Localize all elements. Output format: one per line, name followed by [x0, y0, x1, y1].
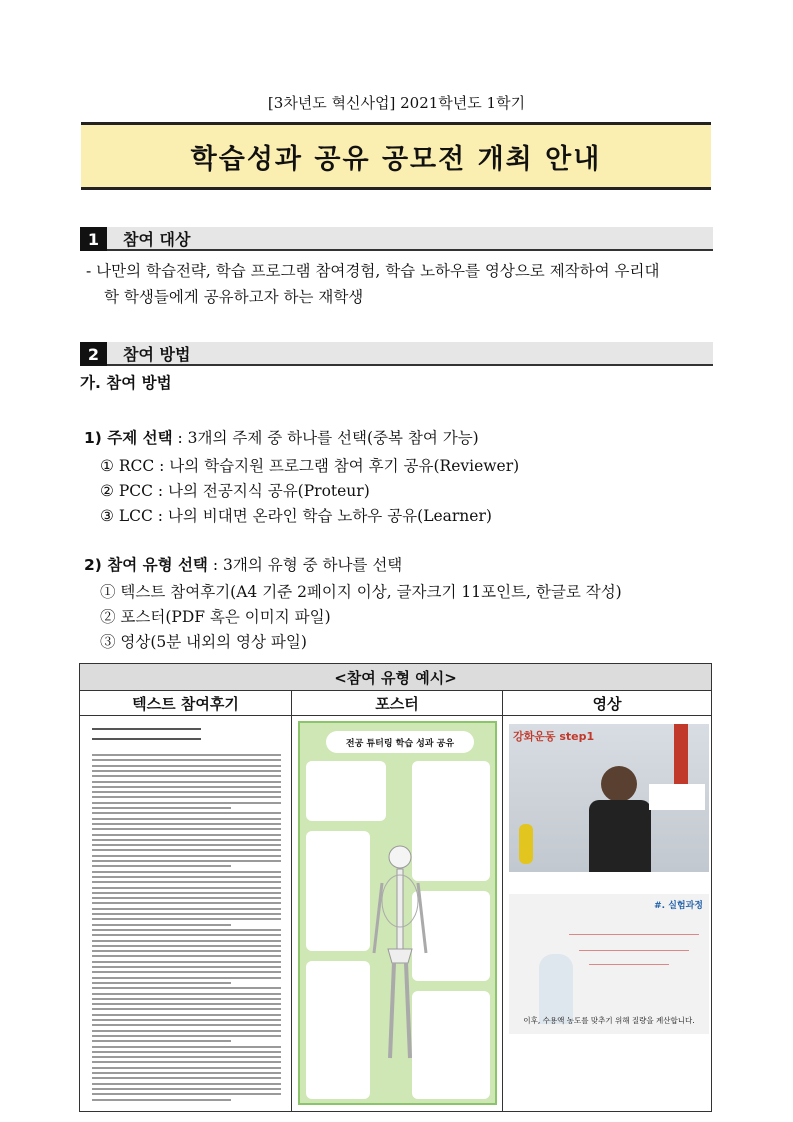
thumbnail-text-line [92, 1099, 231, 1101]
thumbnail-text-line [92, 1051, 281, 1053]
thumbnail-text-line [92, 881, 281, 883]
thumbnail-text-line [92, 781, 281, 783]
video-caption-top: 강화운동 step1 [513, 730, 595, 743]
thumbnail-text-line [92, 1077, 281, 1079]
thumbnail-text-line [92, 982, 231, 984]
thumbnail-text-line [92, 775, 281, 777]
thumbnail-text-line [92, 1024, 281, 1026]
poster-box [306, 831, 370, 951]
section-1-label: 참여 대상 [107, 227, 713, 251]
thumbnail-text-line [92, 1019, 281, 1021]
topic-description: : 3개의 주제 중 하나를 선택(중복 참여 가능) [172, 429, 479, 447]
video-subtitle: 이후, 수용액 농도를 맞추기 위해 질량을 계산합니다. [523, 1016, 695, 1025]
type-heading-line [84, 553, 402, 578]
section-2-subheading: 가. 참여 방법 [80, 374, 172, 392]
thumbnail-text-line [92, 961, 281, 963]
page-title-text: 학습성과 공유 공모전 개최 안내 [190, 143, 602, 175]
thumbnail-text-line [92, 1008, 281, 1010]
thumbnail-text-line [92, 897, 281, 899]
whiteboard-writing [569, 934, 699, 935]
thumbnail-text-line [92, 796, 281, 798]
thumbnail-text-line [92, 971, 281, 973]
video-caption-bottom: #. 실험과정 [654, 901, 703, 911]
section-1-line-1: - 나만의 학습전략, 학습 프로그램 참여경험, 학습 노하우를 영상으로 제작하여 우리대 [86, 262, 660, 280]
type-description: : 3개의 유형 중 하나를 선택 [207, 556, 403, 574]
example-table-title: <참여 유형 예시> [80, 664, 711, 691]
thumbnail-text-line [92, 1056, 281, 1058]
topic-heading-line [84, 426, 479, 451]
thumbnail-text-line [92, 945, 281, 947]
thumbnail-text-line [92, 855, 281, 857]
section-1-line-2: 학 학생들에게 공유하고자 하는 재학생 [104, 288, 364, 306]
person-body [589, 800, 651, 872]
section-1-number: 1 [80, 227, 107, 251]
page-subtitle: [3차년도 혁신사업] 2021학년도 1학기 [267, 94, 526, 112]
thumbnail-text-line [92, 892, 281, 894]
thumbnail-text-line [92, 902, 281, 904]
thumbnail-text-line [92, 1046, 281, 1048]
thumbnail-text-line [92, 786, 281, 788]
video-frame-experiment [509, 894, 709, 1034]
thumbnail-text-line [92, 998, 281, 1000]
poster-image [298, 721, 497, 1105]
thumbnail-text-line [92, 802, 281, 804]
thumbnail-text-line [92, 823, 281, 825]
thumbnail-text-line [92, 834, 281, 836]
example-table [79, 663, 712, 1112]
type-heading: 2) 참여 유형 선택 [84, 556, 208, 574]
poster-title: 전공 튜터링 학습 성과 공유 [326, 731, 474, 753]
person-image [539, 954, 573, 1024]
topic-item: ② PCC : 나의 전공지식 공유(Proteur) [100, 482, 370, 500]
thumbnail-text-line [92, 934, 281, 936]
thumbnail-text-line [92, 860, 281, 862]
whiteboard-writing [589, 964, 669, 965]
column-video: 영상 [592, 694, 622, 713]
person-head [601, 766, 637, 802]
thumbnail-text-line [92, 929, 281, 931]
thumbnail-text-line [92, 759, 281, 761]
topic-item: ③ LCC : 나의 비대면 온라인 학습 노하우 공유(Learner) [100, 507, 492, 525]
thumbnail-text-line [92, 871, 281, 873]
column-text-review: 텍스트 참여후기 [80, 691, 292, 715]
topic-item: ① RCC : 나의 학습지원 프로그램 참여 후기 공유(Reviewer) [100, 457, 520, 475]
thumbnail-text-line [92, 1072, 281, 1074]
thumbnail-text-line [92, 1030, 281, 1032]
skeleton-illustration [372, 843, 428, 1063]
thumbnail-text-line [92, 807, 231, 809]
thumbnail-text-line [92, 1035, 281, 1037]
topic-heading: 1) 주제 선택 [84, 429, 173, 447]
poster-box [306, 761, 386, 821]
thumbnail-text-line [92, 770, 281, 772]
thumbnail-text-line [92, 1093, 281, 1095]
thumbnail-text-line [92, 865, 231, 867]
thumbnail-text-line [92, 887, 281, 889]
thumbnail-text-line [92, 955, 281, 957]
type-item: ② 포스터(PDF 혹은 이미지 파일) [100, 608, 331, 626]
thumbnail-heading-line [92, 738, 201, 740]
thumbnail-heading-line [92, 728, 201, 730]
thumbnail-text-line [92, 844, 281, 846]
type-item: ① 텍스트 참여후기(A4 기준 2페이지 이상, 글자크기 11포인트, 한글로 작성) [100, 583, 622, 601]
section-2-header [80, 342, 713, 366]
thumbnail-text-line [92, 818, 281, 820]
thumbnail-text-line [92, 966, 281, 968]
thumbnail-text-line [92, 849, 281, 851]
thumbnail-text-line [92, 1003, 281, 1005]
thumbnail-text-line [92, 754, 281, 756]
thumbnail-text-line [92, 1083, 281, 1085]
thumbnail-text-line [92, 1014, 281, 1016]
thumbnail-text-line [92, 876, 281, 878]
thumbnail-text-line [92, 1067, 281, 1069]
thumbnail-text-line [92, 977, 281, 979]
thumbnail-text-line [92, 1088, 281, 1090]
thumbnail-text-line [92, 987, 281, 989]
thumbnail-text-line [92, 765, 281, 767]
whiteboard-writing [579, 950, 689, 951]
page-title [81, 122, 711, 190]
poster-thumbnail [292, 716, 503, 1112]
thumbnail-text-line [92, 1061, 281, 1063]
thumbnail-text-line [92, 828, 281, 830]
type-item: ③ 영상(5분 내외의 영상 파일) [100, 633, 307, 651]
thumbnail-text-line [92, 791, 281, 793]
section-2-number: 2 [80, 342, 107, 366]
video-frame-exercise [509, 724, 709, 872]
video-info-box [649, 784, 705, 810]
section-2-label: 참여 방법 [107, 342, 713, 366]
thumbnail-text-line [92, 839, 281, 841]
thumbnail-text-line [92, 812, 281, 814]
thumbnail-text-line [92, 1040, 231, 1042]
thumbnail-text-line [92, 908, 281, 910]
section-1-header [80, 227, 713, 251]
column-poster: 포스터 [292, 691, 503, 715]
text-review-thumbnail [80, 716, 292, 1112]
thumbnail-text-line [92, 918, 281, 920]
thumbnail-text-line [92, 950, 281, 952]
thumbnail-text-line [92, 924, 231, 926]
thumbnail-text-line [92, 940, 281, 942]
example-table-columns [80, 691, 711, 716]
thumbnail-text-line [92, 993, 281, 995]
poster-box [306, 961, 370, 1099]
video-thumbnail [503, 716, 711, 1112]
foam-roller-image [519, 824, 533, 864]
thumbnail-text-line [92, 913, 281, 915]
